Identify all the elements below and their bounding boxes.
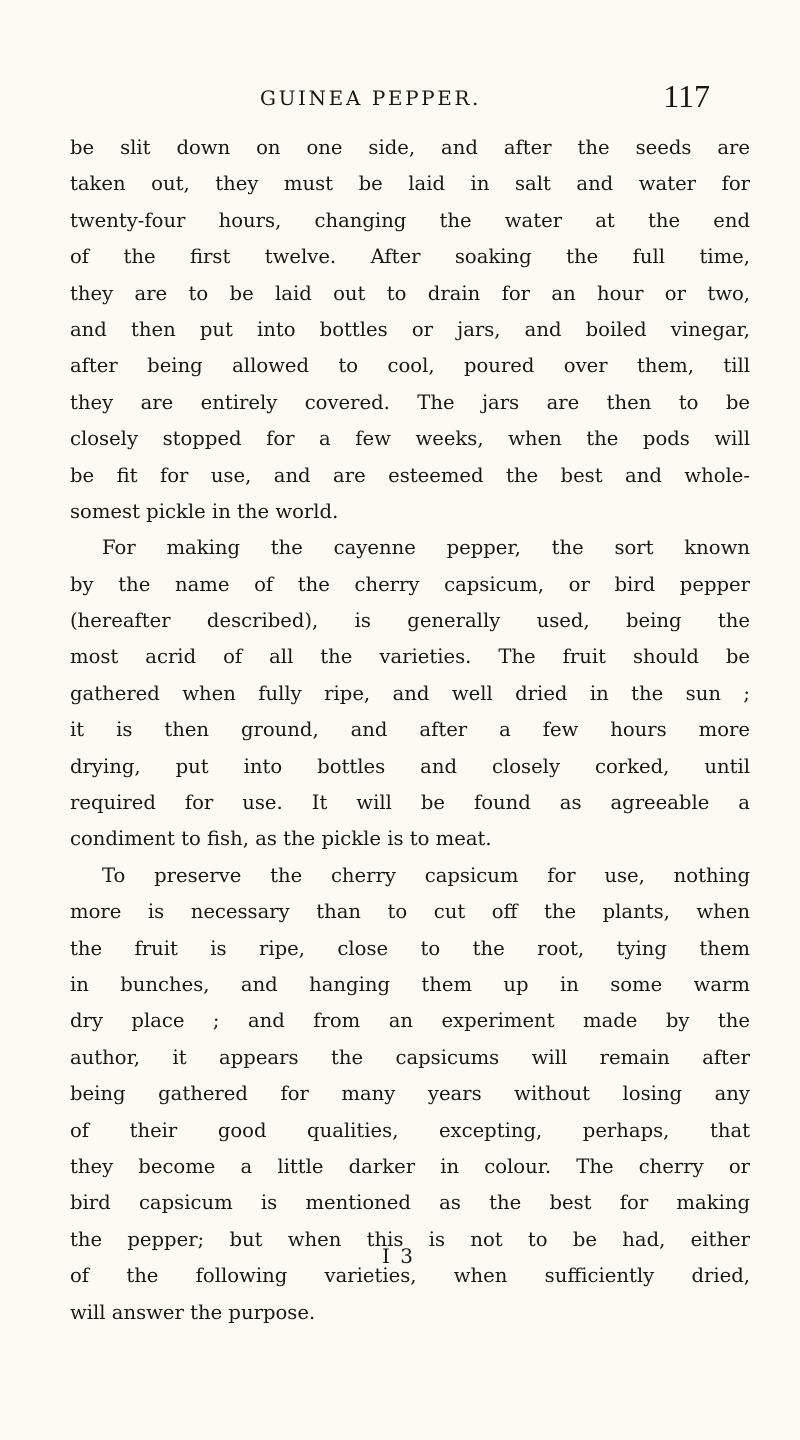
body-text (70, 130, 750, 1331)
paragraph-end-line: somest pickle in the world. (70, 499, 339, 523)
text-line: (hereafter described), is generally used, being the (70, 609, 750, 633)
text-line: the pepper; but when this is not to be had, either (70, 1227, 750, 1251)
text-line: by the name of the cherry capsicum, or bird pepper (70, 572, 750, 596)
text-line: being gathered for many years without losing any (70, 1082, 750, 1106)
text-line: required for use. It will be found as agreeable a (70, 791, 750, 815)
page-number: 117 (663, 78, 710, 114)
text-line: author, it appears the capsicums will remain after (70, 1045, 750, 1069)
text-line: dry place ; and from an experiment made by the (70, 1009, 750, 1033)
text-line: it is then ground, and after a few hours more (70, 718, 750, 742)
text-line: they are entirely covered. The jars are then to be (70, 390, 750, 414)
text-line: and then put into bottles or jars, and boiled vinegar, (70, 317, 750, 341)
text-line: more is necessary than to cut off the plants, when (70, 900, 750, 924)
paragraph-end-line: condiment to fish, as the pickle is to meat. (70, 827, 492, 851)
text-line: they become a little darker in colour. The cherry or (70, 1154, 750, 1178)
text-line: after being allowed to cool, poured over them, till (70, 354, 750, 378)
text-line: the fruit is ripe, close to the root, tying them (70, 936, 750, 960)
paragraph-start-line: To preserve the cherry capsicum for use, nothing (102, 863, 750, 887)
text-line: of their good qualities, excepting, perhaps, that (70, 1118, 750, 1142)
paragraph-start-line: For making the cayenne pepper, the sort known (102, 536, 750, 560)
text-line: in bunches, and hanging them up in some warm (70, 972, 750, 996)
text-line: closely stopped for a few weeks, when the pods will (70, 427, 750, 451)
text-line: of the first twelve. After soaking the full time, (70, 245, 750, 269)
text-line: be slit down on one side, and after the seeds are (70, 136, 750, 159)
signature-mark: I 3 (382, 1244, 415, 1268)
text-line: they are to be laid out to drain for an hour or two, (70, 281, 750, 305)
text-line: bird capsicum is mentioned as the best for making (70, 1191, 750, 1215)
text-line: be fit for use, and are esteemed the best and whole- (70, 463, 750, 487)
running-title: GUINEA PEPPER. (260, 86, 482, 110)
text-line: of the following varieties, when sufficiently dried, (70, 1264, 750, 1288)
paragraph-end-line: will answer the purpose. (70, 1300, 316, 1324)
text-line: most acrid of all the varieties. The fruit should be (70, 645, 750, 669)
running-head (260, 78, 710, 114)
text-line: twenty-four hours, changing the water at the end (70, 208, 750, 232)
text-line: taken out, they must be laid in salt and water for (70, 172, 750, 196)
text-line: drying, put into bottles and closely corked, until (70, 754, 750, 778)
text-line: gathered when fully ripe, and well dried in the sun ; (70, 681, 750, 705)
